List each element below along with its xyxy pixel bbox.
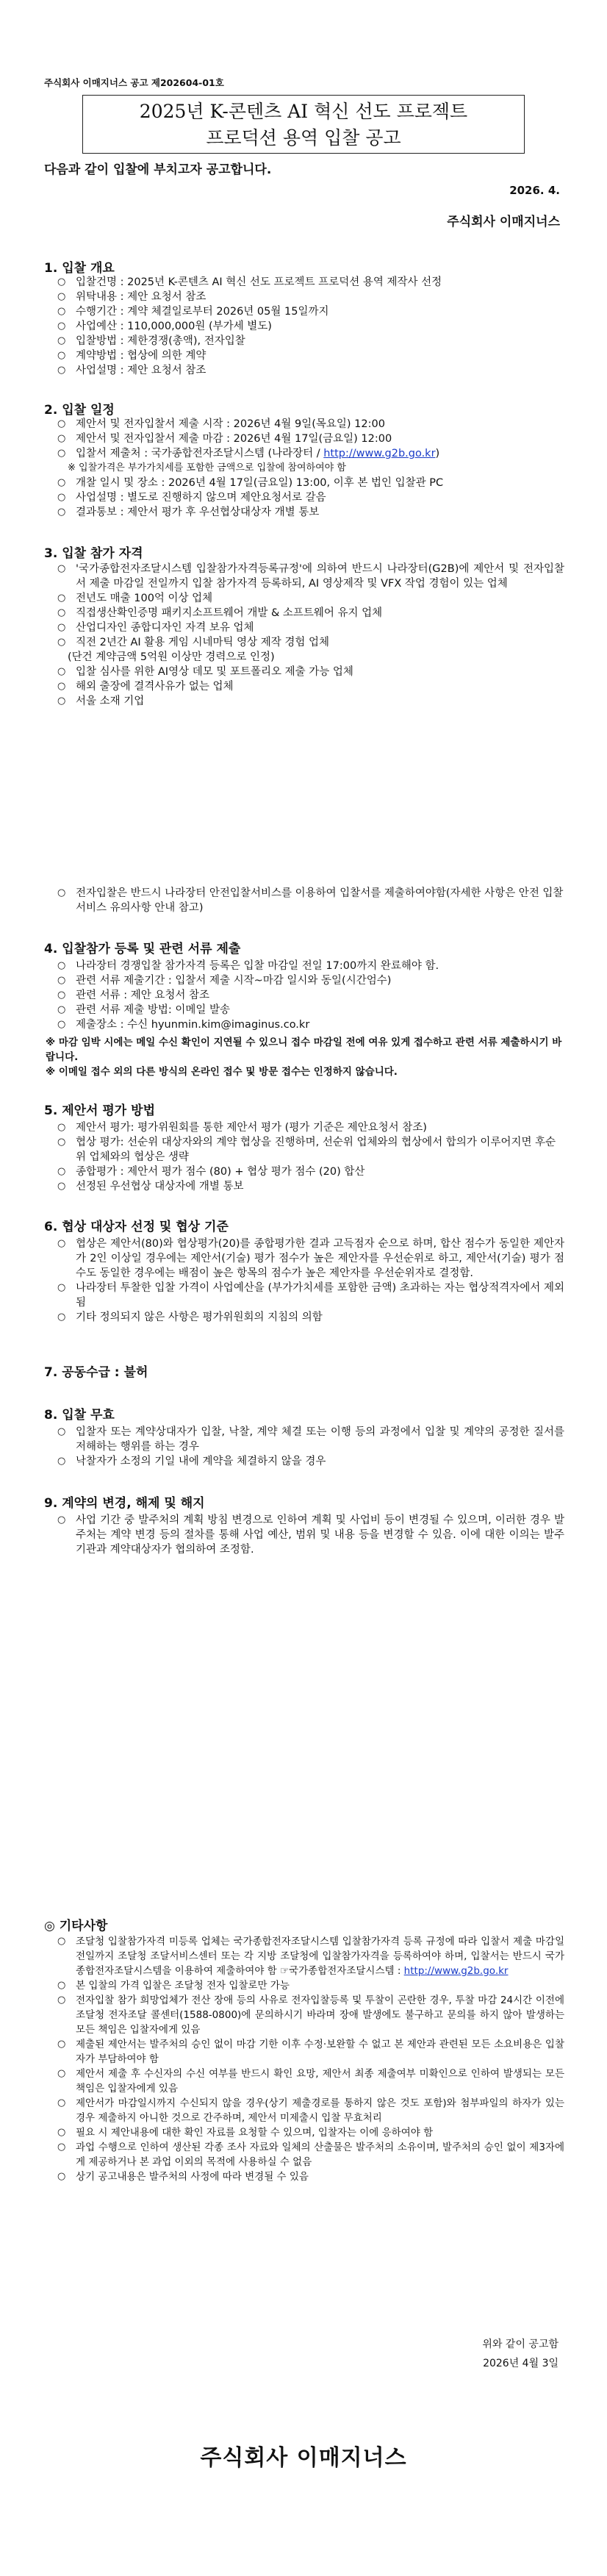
list-item: ○ 관련 서류 : 제안 요청서 참조 [57, 988, 564, 1003]
list-item: ○ 필요 시 제안내용에 대한 확인 자료를 요청할 수 있으며, 입찰자는 이에 응하여야 함 [57, 2125, 564, 2140]
list-item: ○ 관련 서류 제출 방법: 이메일 발송 [57, 1003, 564, 1017]
list-item: ○ 입찰건명 : 2025년 K-콘텐츠 AI 혁신 선도 프로젝트 프로덕션 용역 제작사 선정 [57, 275, 564, 290]
section-title-schedule: 2. 입찰 일정 [44, 403, 115, 418]
title-line-2: 프로덕션 용역 입찰 공고 [206, 127, 401, 149]
list-item [57, 446, 564, 461]
link-close: ) [435, 448, 440, 459]
closing-date: 2026년 4월 3일 [483, 2358, 558, 2369]
section-title-negotiation: 6. 협상 대상자 선정 및 협상 기준 [44, 1220, 229, 1234]
list-item: ○ 위탁내용 : 제안 요청서 참조 [57, 290, 564, 304]
negotiation-list [57, 1237, 564, 1325]
list-item: ○ 선정된 우선협상 대상자에 개별 통보 [57, 1179, 564, 1194]
list-item: ○ 제안서 및 전자입찰서 제출 시작 : 2026년 4월 9일(목요일) 12:00 [57, 417, 564, 432]
list-item: ○ 서울 소재 기업 [57, 694, 564, 709]
registration-list [57, 959, 564, 1032]
list-item: ○ 기타 정의되지 않은 사항은 평가위원회의 지침의 의함 [57, 1310, 564, 1325]
list-item: ○ 사업설명 : 제안 요청서 참조 [57, 363, 564, 378]
notice-title-box [82, 95, 525, 154]
list-item: ○ 입찰방법 : 제한경쟁(총액), 전자입찰 [57, 334, 564, 348]
list-item: ○ 나라장터 투찰한 입찰 가격이 사업예산을 (부가가치세를 포함한 금액) 초과하는 자는 협상적격자에서 제외됨 [57, 1281, 564, 1310]
safe-bid-list [57, 886, 564, 915]
issuer-signature-name: 주식회사 이매지너스 [200, 2445, 407, 2471]
section-title-invalid-bid: 8. 입찰 무효 [44, 1408, 115, 1423]
section-title-contract-change: 9. 계약의 변경, 해제 및 해지 [44, 1496, 205, 1511]
list-item: ○ 계약방법 : 협상에 의한 계약 [57, 348, 564, 363]
evaluation-list [57, 1120, 564, 1194]
list-item: ○ 사업설명 : 별도로 진행하지 않으며 제안요청서로 갈음 [57, 490, 564, 505]
list-item: ○ 입찰자 또는 계약상대자가 입찰, 낙찰, 계약 체결 또는 이행 등의 과정에서 입찰 및 계약의 공정한 질서를 저해하는 행위를 하는 경우 [57, 1425, 564, 1454]
list-item: ○ 관련 서류 제출기간 : 입찰서 제출 시작~마감 일시와 동일(시간엄수) [57, 973, 564, 988]
etc-list [57, 1934, 564, 2184]
section-title-joint-supply: 7. 공동수급 : 불허 [44, 1365, 148, 1380]
list-item: ○ 상기 공고내용은 발주처의 사정에 따라 변경될 수 있음 [57, 2169, 564, 2184]
schedule-list [57, 417, 564, 520]
list-item: ○ 협상은 제안서(80)와 협상평가(20)를 종합평가한 결과 고득점자 순으로 하며, 합산 점수가 동일한 제안자가 2인 이상일 경우에는 제안서(기술) 평가 점수가 높은 제안자를 우선순위로 하고, 제안서(기술) 평가 점수도 동일한 경우에는 배점이 높은 항목의 점수가 높은 제안자를 우선순위자로 결정함. [57, 1237, 564, 1281]
list-item: ○ '국가종합전자조달시스템 입찰참가자격등록규정'에 의하여 반드시 나라장터(G2B)에 제안서 및 전자입찰서 제출 마감일 전일까지 입찰 참가자격 등록하되, AI 영상제작 및 VFX 작업 경험이 있는 업체 [57, 562, 564, 591]
section-title-evaluation: 5. 제안서 평가 방법 [44, 1103, 155, 1118]
list-item: ○ 종합평가 : 제안서 평가 점수 (80) + 협상 평가 점수 (20) 합산 [57, 1164, 564, 1179]
list-item: ○ 제안서가 마감일시까지 수신되지 않을 경우(상기 제출경로를 통하지 않은 것도 포함)와 첨부파일의 하자가 있는 경우 제출하지 아니한 것으로 간주하며, 제안서 미제출시 입찰 무효처리 [57, 2096, 564, 2125]
section-title-eligibility: 3. 입찰 참가 자격 [44, 546, 143, 561]
list-item: ○ 해외 출장에 결격사유가 없는 업체 [57, 679, 564, 694]
vat-note: ※ 입찰가격은 부가가치세를 포함한 금액으로 입찰에 참여하여야 함 [68, 462, 346, 473]
list-item: ○ 산업디자인 종합디자인 자격 보유 업체 [57, 620, 564, 635]
list-item: ○ 제출된 제안서는 발주처의 승인 없이 마감 기한 이후 수정·보완할 수 없고 본 제안과 관련된 모든 소요비용은 입찰자가 부담하여야 함 [57, 2037, 564, 2067]
list-item: ○ 전자입찰은 반드시 나라장터 안전입찰서비스를 이용하여 입찰서를 제출하여야함(자세한 사항은 안전 입찰서비스 유의사항 안내 참고) [57, 886, 564, 915]
eligibility-list [57, 562, 564, 709]
section-title-overview: 1. 입찰 개요 [44, 261, 115, 276]
notice-date: 2026. 4. [509, 184, 560, 197]
email-only-notice: ※ 이메일 접수 외의 다른 방식의 온라인 접수 및 방문 접수는 인정하지 않습니다. [46, 1066, 398, 1078]
list-item: ○ 제안서 및 전자입찰서 제출 마감 : 2026년 4월 17일(금요일) 12:00 [57, 432, 564, 446]
deadline-notice: ※ 마감 임박 시에는 메일 수신 확인이 지연될 수 있으니 접수 마감일 전에 여유 있게 접수하고 관련 서류 제출하시기 바랍니다. [46, 1037, 562, 1063]
list-item: ○ 사업 기간 중 발주처의 계획 방침 변경으로 인하여 계획 및 사업비 등이 변경될 수 있으며, 이러한 경우 발주처는 계약 변경 등의 절차를 통해 사업 예산, 범위 및 내용 등을 변경할 수 있음. 이에 대한 이의는 발주기관과 계약대상자가 협의하여 조정함. [57, 1513, 564, 1557]
list-item: ○ 입찰 심사를 위한 AI영상 데모 및 포트폴리오 제출 가능 업체 [57, 665, 564, 679]
list-item: ○ 직접생산확인증명 패키지소프트웨어 개발 & 소프트웨어 유지 업체 [57, 606, 564, 620]
g2b-link[interactable]: http://www.g2b.go.kr [403, 1965, 509, 1977]
g2b-link[interactable]: http://www.g2b.go.kr [323, 448, 436, 459]
section-title-etc: ◎ 기타사항 [44, 1919, 108, 1933]
overview-list [57, 275, 564, 378]
list-item: ○ 개찰 일시 및 장소 : 2026년 4월 17일(금요일) 13:00, 이후 본 법인 입찰관 PC [57, 476, 564, 490]
list-note: (단건 계약금액 5억원 이상만 경력으로 인정) [68, 651, 275, 663]
list-item: ○ 제안서 평가: 평가위원회를 통한 제안서 평가 (평가 기준은 제안요청서 참조) [57, 1120, 564, 1135]
section-title-registration: 4. 입찰참가 등록 및 관련 서류 제출 [44, 942, 241, 956]
list-item: ○ 결과통보 : 제안서 평가 후 우선협상대상자 개별 통보 [57, 505, 564, 520]
list-item [57, 1934, 564, 1978]
list-item: ○ 전년도 매출 100억 이상 업체 [57, 591, 564, 606]
list-item: ○ 협상 평가: 선순위 대상자와의 계약 협상을 진행하며, 선순위 업체와의 협상에서 합의가 이루어지면 후순위 업체와의 협상은 생략 [57, 1135, 564, 1164]
list-item: ○ 직전 2년간 AI 활용 게임 시네마틱 영상 제작 경험 업체 [57, 635, 564, 650]
registration-text: 조달청 입찰참가자격 미등록 업체는 국가종합전자조달시스템 입찰참가자격 등록 규정에 따라 입찰서 제출 마감일 전일까지 조달청 조달서비스센터 또는 각 지방 조달청에 입찰참가자격을 등록하여야 하며, 입찰서는 반드시 국가종합전자조달시스템을 이용하여 제출하여야 함 ☞국가종합전자조달시스템 : [76, 1936, 564, 1977]
list-item: ○ 사업예산 : 110,000,000원 (부가세 별도) [57, 319, 564, 334]
document-number: 주식회사 이매지너스 공고 제202604-01호 [44, 77, 224, 88]
issuer-name: 주식회사 이매지너스 [447, 215, 560, 229]
list-item: ○ 수행기간 : 계약 체결일로부터 2026년 05월 15일까지 [57, 304, 564, 319]
list-item: ○ 제안서 제출 후 수신자의 수신 여부를 반드시 확인 요망, 제안서 최종 제출여부 미확인으로 인하여 발생되는 모든 책임은 입찰자에게 있음 [57, 2067, 564, 2096]
contract-change-list [57, 1513, 564, 1557]
list-item: ○ 전자입찰 참가 희망업체가 전산 장애 등의 사유로 전자입찰등록 및 투찰이 곤란한 경우, 투찰 마감 24시간 이전에 조달청 전자조달 콜센터(1588-0800)에 문의하시기 바라며 장애 발생에도 불구하고 문의를 하지 않아 발생하는 모든 책임은 입찰자에게 있음 [57, 1993, 564, 2037]
closing-text: 위와 같이 공고함 [482, 2339, 558, 2350]
list-item: ○ 제출장소 : 수신 hyunmin.kim@imaginus.co.kr [57, 1017, 564, 1032]
list-item: ○ 낙찰자가 소정의 기일 내에 계약을 체결하지 않을 경우 [57, 1454, 564, 1469]
list-item: ○ 나라장터 경쟁입찰 참가자격 등록은 입찰 마감일 전일 17:00까지 완료해야 함. [57, 959, 564, 973]
invalid-bid-list [57, 1425, 564, 1469]
list-item: ○ 과업 수행으로 인하여 생산된 각종 조사 자료와 일체의 산출물은 발주처의 소유이며, 발주처의 승인 없이 제3자에게 제공하거나 본 과업 이외의 목적에 사용하실 수 없음 [57, 2140, 564, 2169]
title-line-1: 2025년 K-콘텐츠 AI 혁신 선도 프로젝트 [139, 101, 468, 122]
lead-sentence: 다음과 같이 입찰에 부치고자 공고합니다. [44, 162, 272, 177]
list-item: ○ 본 입찰의 가격 입찰은 조달청 전자 입찰로만 가능 [57, 1978, 564, 1993]
submission-place-text: 입찰서 제출처 : 국가종합전자조달시스템 (나라장터 / [76, 448, 324, 459]
